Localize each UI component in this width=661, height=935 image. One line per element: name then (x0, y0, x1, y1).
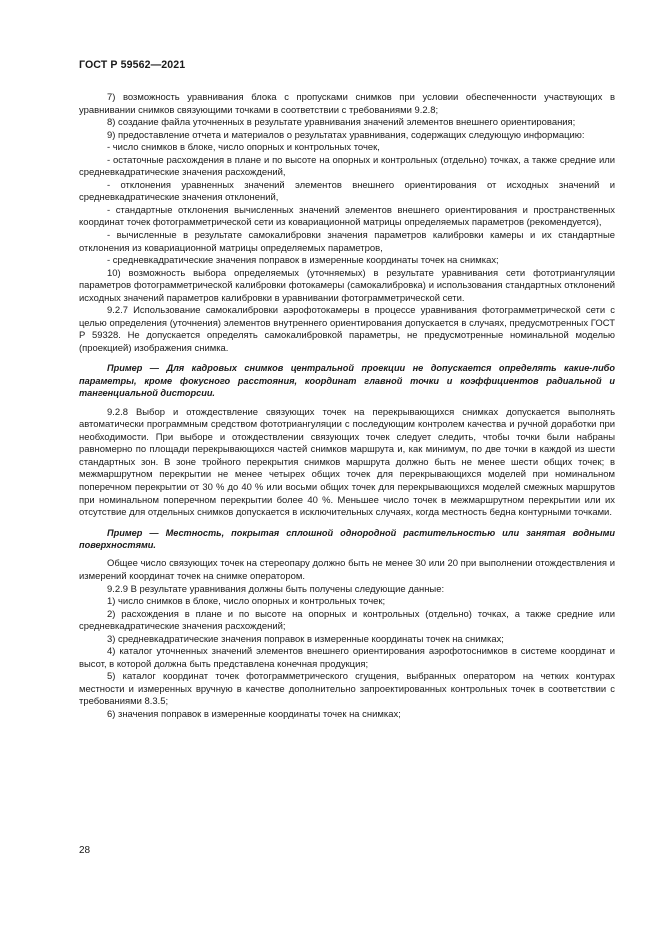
list-item: - остаточные расхождения в плане и по высоте на опорных и контрольных (отдельно) точках, а также средние или средневкадратические значения расхождений, (79, 154, 615, 179)
list-item: 1) число снимков в блоке, число опорных и контрольных точек; (107, 596, 386, 608)
list-item: - число снимков в блоке, число опорных и контрольных точек, (107, 142, 380, 154)
paragraph: 9.2.8 Выбор и отождествление связующих точек на перекрывающихся снимках допускается выполнять автоматически программным средством фототриангуляции с последующим контролем качества и ручной доработки при необходимости. При выборе и отождествлении связующих точек следует следить, чтобы точки были набраны равномерно по площади перекрывающихся частей снимков маршрута и, как минимум, по две точки в каждой из шести стандартных зон. В зоне тройного перекрытия снимков маршрута должно быть не менее шести общих точек; в межмаршрутном перекрытии не менее четырех общих точек для перекрывающихся моделей при номинальном поперечном перекрытии от 30 % до 40 % или восьми общих точек для перекрывающихся моделей смежных маршрутов при номинальном поперечном перекрытии более 40 %. Меньшее число точек в межмаршрутном перекрытии или их отсутствие для отдельных снимков допускается в исключительных случаях, когда местность бедна контурными точками. (79, 406, 615, 519)
document-header: ГОСТ Р 59562—2021 (79, 59, 186, 71)
paragraph: 9.2.9 В результате уравнивания должны быть получены следующие данные: (107, 583, 445, 595)
document-body (79, 92, 615, 722)
list-item: 5) каталог координат точек фотограмметрического сгущения, выбранных оператором на четких контурах местности и измеренных вручную в качестве дополнительно запроектированных контрольных точек в соответствии с требованиями 8.3.5; (79, 671, 615, 708)
paragraph: 9) предоставление отчета и материалов о результатах уравнивания, содержащих следующую информацию: (107, 129, 585, 141)
list-item: - отклонения уравненных значений элементов внешнего ориентирования от исходных значений и средневкадратические значения отклонений, (79, 179, 615, 204)
list-item: - средневкадратические значения поправок в измеренные координаты точек на снимках; (107, 255, 499, 267)
page-number: 28 (79, 845, 91, 856)
example-note: Пример — Для кадровых снимков центральной проекции не допускается определять какие-либо параметры, кроме фокусного расстояния, координат главной точки и коэффициентов радиальной и тангенциальной дисторсии. (79, 363, 615, 399)
paragraph: 7) возможность уравнивания блока с пропусками снимков при условии обеспеченности участвующих в уравнивании снимков связующими точками в соответствии с требованиями 9.2.8; (79, 92, 615, 116)
paragraph: 9.2.7 Использование самокалибровки аэрофотокамеры в процессе уравнивания фотограмметрической сети с целью определения (уточнения) элементов внутреннего ориентирования допускается в случаях, предусмотренных ГОСТ Р 59328. Не допускается определять самокалибровкой параметры, не предусмотренные номинальной моделью (проекцией) изображения снимка. (79, 305, 615, 354)
list-item: 6) значения поправок в измеренные координаты точек на снимках; (107, 709, 401, 720)
paragraph: 8) создание файла уточненных в результате уравнивания значений элементов внешнего ориентирования; (107, 117, 576, 129)
paragraph: Общее число связующих точек на стереопару должно быть не менее 30 или 20 при выполнении отождествления и измерений координат точек на снимке оператором. (79, 558, 615, 582)
list-item: - стандартные отклонения вычисленных значений элементов внешнего ориентирования и пространственных координат точек фотограмметрической сети из ковариационной матрицы определяемых параметров (рекомендуется), (79, 204, 615, 229)
list-item: 2) расхождения в плане и по высоте на опорных и контрольных (отдельно) точках, а также средние или средневкадратические значения расхождений; (79, 608, 615, 633)
example-note: Пример — Местность, покрытая сплошной однородной растительностью или занятая водными поверхностями. (79, 527, 615, 551)
paragraph: 10) возможность выбора определяемых (уточняемых) в результате уравнивания сети фототриангуляции параметров фотограмметрической калибровки фотокамеры (самокалибровка) и использования стандартных отклонений исходных значений параметров калибровки в уравнивании фотограмметрической сети. (79, 267, 615, 304)
list-item: 3) средневкадратические значения поправок в измеренные координаты точек на снимках; (107, 633, 504, 645)
list-item: 4) каталог уточненных значений элементов внешнего ориентирования аэрофотоснимков в системе координат и высот, в которой должна быть представлена конечная продукция; (79, 646, 615, 670)
list-item: - вычисленные в результате самокалибровки значения параметров калибровки камеры и их стандартные отклонения из ковариационной матрицы определяемых параметров, (79, 230, 615, 254)
